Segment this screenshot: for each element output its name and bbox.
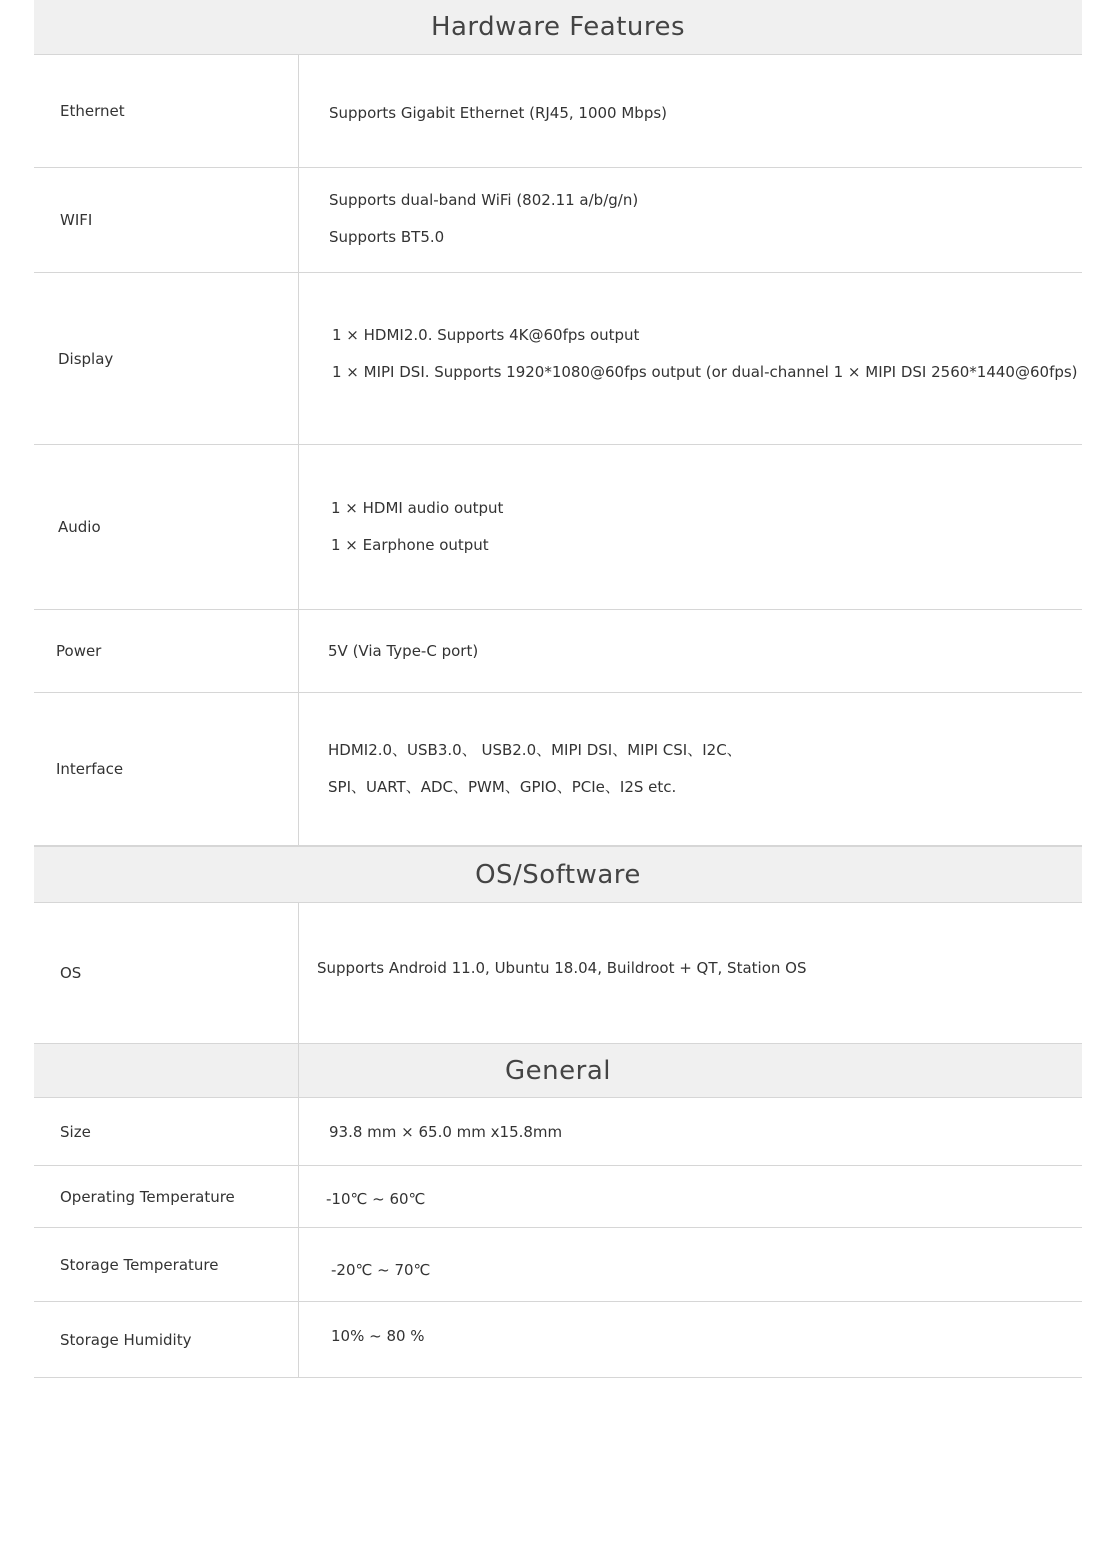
spec-value-line: 1 × Earphone output — [331, 536, 489, 554]
spec-value — [329, 1122, 562, 1142]
spec-value — [329, 190, 638, 247]
spec-value — [328, 641, 478, 661]
spec-label: Display — [58, 349, 114, 368]
spec-value — [328, 740, 742, 797]
spec-value-line: Supports BT5.0 — [329, 228, 445, 246]
spec-row-size — [34, 1098, 1082, 1166]
section-header-general — [34, 1043, 1082, 1098]
column-divider — [298, 1302, 299, 1377]
spec-row-operating-temperature — [34, 1166, 1082, 1228]
spec-value — [331, 498, 503, 555]
column-divider — [298, 1098, 299, 1165]
spec-row-storage-humidity — [34, 1302, 1082, 1378]
spec-value — [331, 1326, 425, 1346]
spec-value — [332, 325, 1078, 382]
section-title: General — [505, 1055, 611, 1086]
spec-value-line: Supports dual-band WiFi (802.11 a/b/g/n) — [329, 191, 639, 209]
spec-label: Size — [60, 1122, 91, 1141]
spec-value-line: SPI、UART、ADC、PWM、GPIO、PCIe、I2S etc. — [328, 778, 677, 796]
column-divider — [298, 693, 299, 845]
column-divider — [298, 168, 299, 272]
spec-label: Storage Temperature — [60, 1255, 219, 1274]
spec-value-line: -10℃ ~ 60℃ — [326, 1190, 426, 1208]
spec-row-audio — [34, 445, 1082, 610]
spec-label: Storage Humidity — [60, 1330, 192, 1349]
spec-value-line: 10% ~ 80 % — [331, 1327, 425, 1345]
spec-row-storage-temperature — [34, 1228, 1082, 1302]
spec-value-line: 1 × HDMI audio output — [331, 499, 504, 517]
spec-value-line: 93.8 mm × 65.0 mm x15.8mm — [329, 1123, 563, 1141]
spec-label: Interface — [56, 760, 124, 778]
spec-label: Operating Temperature — [60, 1187, 235, 1206]
spec-label: Power — [56, 642, 102, 660]
section-header-software — [34, 846, 1082, 903]
spec-value — [317, 958, 807, 978]
spec-row-interface — [34, 693, 1082, 846]
spec-value — [331, 1260, 430, 1280]
spec-row-power — [34, 610, 1082, 693]
spec-row-wifi — [34, 168, 1082, 273]
column-divider — [298, 1166, 299, 1227]
column-divider — [298, 903, 299, 1043]
spec-value-line: 1 × HDMI2.0. Supports 4K@60fps output — [332, 326, 640, 344]
column-divider — [298, 55, 299, 167]
spec-label: Ethernet — [60, 102, 125, 120]
spec-row-os — [34, 903, 1082, 1043]
spec-value-line: 5V (Via Type-C port) — [328, 642, 479, 660]
spec-value-line: 1 × MIPI DSI. Supports 1920*1080@60fps output (or dual-channel 1 × MIPI DSI 2560*1440@60fps) — [332, 363, 1078, 381]
spec-label: WIFI — [60, 211, 93, 229]
column-divider — [298, 445, 299, 609]
column-divider — [298, 1228, 299, 1301]
section-header-hardware — [34, 0, 1082, 55]
spec-value-line: Supports Gigabit Ethernet (RJ45, 1000 Mbps) — [329, 104, 668, 122]
column-divider — [298, 610, 299, 692]
column-divider — [298, 273, 299, 444]
spec-row-display — [34, 273, 1082, 445]
spec-value-line: HDMI2.0、USB3.0、 USB2.0、MIPI DSI、MIPI CSI、I2C、 — [328, 741, 742, 759]
spec-value-line: Supports Android 11.0, Ubuntu 18.04, Buildroot + QT, Station OS — [317, 959, 807, 977]
spec-label: Audio — [58, 518, 101, 536]
section-title: OS/Software — [475, 859, 641, 890]
spec-label: OS — [60, 964, 82, 982]
spec-value — [329, 103, 667, 123]
spec-row-ethernet — [34, 55, 1082, 168]
spec-value-line: -20℃ ~ 70℃ — [331, 1261, 431, 1279]
spec-value — [326, 1189, 425, 1209]
section-title: Hardware Features — [430, 12, 686, 42]
spec-table — [34, 0, 1082, 1378]
